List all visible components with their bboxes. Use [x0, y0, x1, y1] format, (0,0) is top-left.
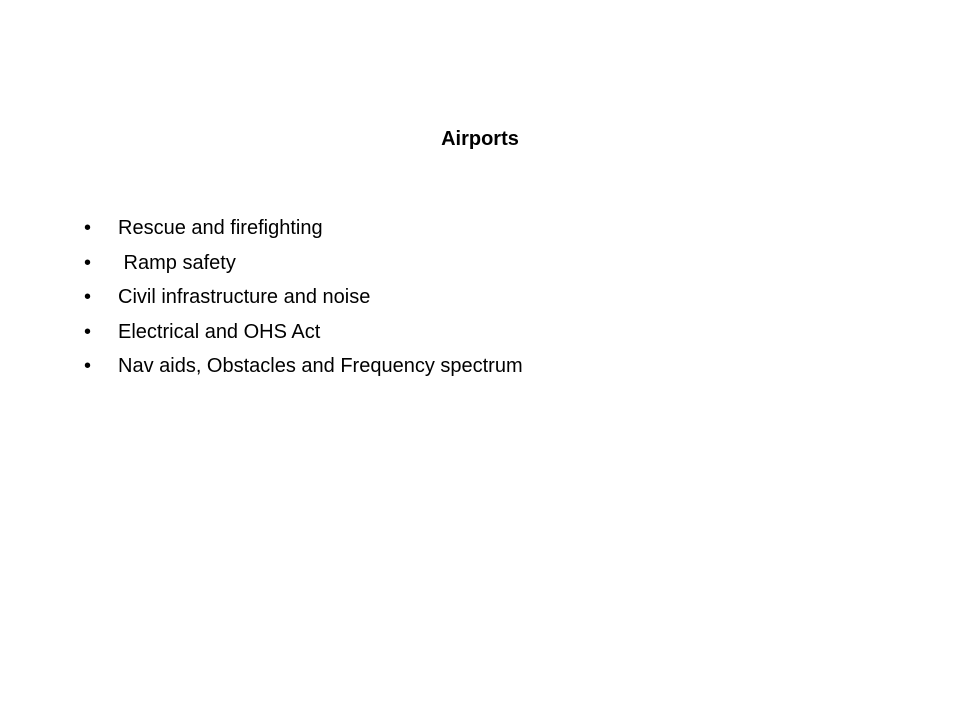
list-item: [84, 214, 884, 249]
list-item-text: Electrical and OHS Act: [118, 320, 321, 343]
bullet-list: [84, 214, 884, 387]
list-item: [84, 249, 884, 284]
list-item: [84, 283, 884, 318]
bullet-icon: •: [84, 251, 92, 274]
slide-title: Airports: [441, 128, 519, 150]
list-item-text: Nav aids, Obstacles and Frequency spectrum: [118, 355, 523, 377]
bullet-icon: •: [84, 217, 92, 239]
list-item: [84, 352, 884, 387]
bullet-icon: •: [84, 286, 92, 308]
list-item-text: Ramp safety: [118, 251, 236, 274]
bullet-icon: •: [84, 320, 92, 343]
list-item-text: Rescue and firefighting: [118, 217, 323, 239]
list-item: [84, 318, 884, 353]
list-item-text: Civil infrastructure and noise: [118, 286, 371, 308]
bullet-icon: •: [84, 355, 92, 377]
